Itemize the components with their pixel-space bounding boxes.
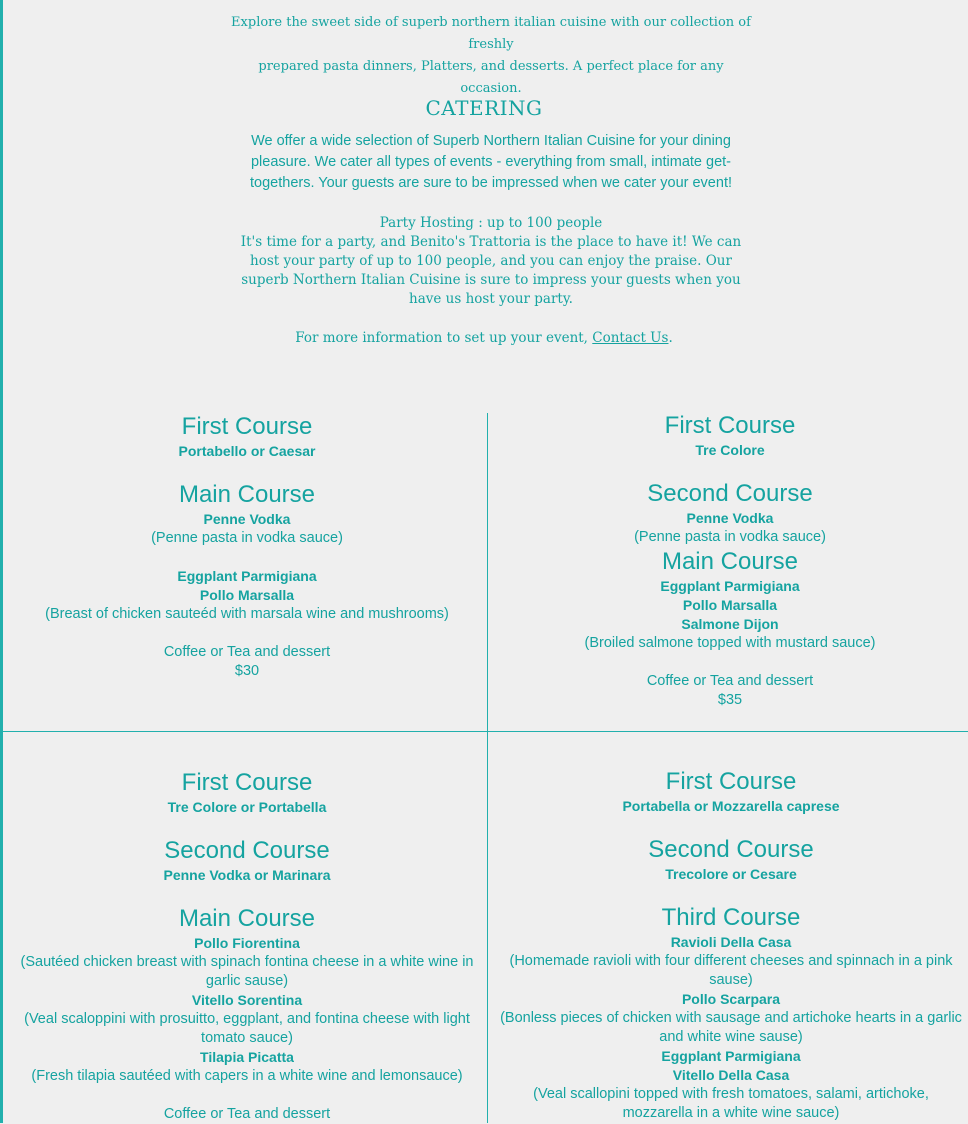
- menu-item-name: Vitello Sorentina: [191, 992, 303, 1008]
- course-title: Main Course: [178, 905, 316, 932]
- menu-extras: Coffee or Tea and dessert: [163, 644, 331, 660]
- menu-horizontal-divider: [3, 731, 968, 732]
- menu-item-name: Ravioli Della Casa: [670, 934, 792, 950]
- menu-extras: Coffee or Tea and dessert: [646, 673, 814, 689]
- menu-item-name: Pollo Marsalla: [199, 587, 295, 603]
- course-title: Second Course: [647, 480, 813, 507]
- menu-price: $35: [717, 692, 743, 708]
- menu-package-1: [10, 412, 484, 681]
- course-title: Main Course: [661, 548, 799, 575]
- menu-item-name: Pollo Fiorentina: [194, 935, 300, 951]
- menu-item-description: (Sautéed chicken breast with spinach fontina cheese in a white wine in garlic sause): [20, 954, 474, 989]
- more-info-line: [0, 328, 968, 348]
- menu-package-4: [500, 767, 962, 1123]
- menu-price: $30: [234, 663, 260, 679]
- menu-item-name: Eggplant Parmigiana: [660, 578, 800, 594]
- menu-package-2: [492, 411, 968, 710]
- menu-item-name: Penne Vodka: [686, 510, 774, 526]
- course-title: Second Course: [164, 837, 330, 864]
- menu-item-name: Penne Vodka: [203, 511, 291, 527]
- contact-us-link[interactable]: Contact Us: [592, 330, 669, 346]
- menu-item-name: Pollo Scarpara: [681, 991, 781, 1007]
- course-title: Main Course: [178, 481, 316, 508]
- more-info-suffix: .: [668, 330, 673, 346]
- menu-item-name: Eggplant Parmigiana: [177, 568, 317, 584]
- party-hosting-heading: Party Hosting : up to 100 people: [379, 215, 603, 231]
- intro-line-2: prepared pasta dinners, Platters, and desserts. A perfect place for any occasion.: [258, 59, 724, 96]
- course-title: Second Course: [648, 836, 814, 863]
- party-hosting-section: [234, 214, 748, 309]
- menu-item-description: (Penne pasta in vodka sauce): [151, 530, 343, 546]
- menu-item-name: Portabello or Caesar: [178, 443, 316, 459]
- catering-description: We offer a wide selection of Superb Northern Italian Cuisine for your dining pleasure. We cater all types of events - everything from small, intimate get-togethers. Your guests are sure to be impressed when we cater your event!: [250, 133, 732, 191]
- menu-item-name: Tre Colore or Portabella: [167, 799, 327, 815]
- course-title: Third Course: [661, 904, 801, 931]
- menu-item-name: Penne Vodka or Marinara: [163, 867, 331, 883]
- menu-vertical-divider: [487, 413, 488, 1123]
- menu-item-name: Salmone Dijon: [681, 616, 779, 632]
- menu-item-name: Tre Colore: [695, 442, 765, 458]
- intro-text: [230, 12, 752, 100]
- menu-item-description: (Veal scallopini topped with fresh tomatoes, salami, artichoke, mozzarella in a white wine sauce): [533, 1086, 929, 1121]
- course-title: First Course: [181, 769, 313, 796]
- menu-item-name: Vitello Della Casa: [672, 1067, 790, 1083]
- menu-item-name: Tilapia Picatta: [200, 1049, 294, 1065]
- menu-item-name: Trecolore or Cesare: [665, 866, 797, 882]
- menu-item-description: (Homemade ravioli with four different cheeses and spinnach in a pink sause): [509, 953, 953, 988]
- menu-item-name: Portabella or Mozzarella caprese: [622, 798, 840, 814]
- menu-item-name: Pollo Marsalla: [682, 597, 778, 613]
- menu-item-description: (Penne pasta in vodka sauce): [634, 529, 826, 545]
- menu-extras: Coffee or Tea and dessert: [163, 1106, 331, 1122]
- more-info-prefix: For more information to set up your event,: [295, 330, 593, 346]
- menu-item-description: (Broiled salmone topped with mustard sauce): [584, 635, 876, 651]
- menu-package-3: [10, 768, 484, 1124]
- menu-item-description: (Veal scaloppini with prosuitto, eggplant, and fontina cheese with light tomato sauce): [24, 1011, 470, 1046]
- menu-item-description: (Bonless pieces of chicken with sausage and artichoke hearts in a garlic and white wine sause): [500, 1010, 962, 1045]
- catering-title: CATERING: [425, 96, 543, 120]
- course-title: First Course: [664, 412, 796, 439]
- intro-line-1: Explore the sweet side of superb northern italian cuisine with our collection of freshly: [231, 15, 751, 52]
- party-hosting-text: It's time for a party, and Benito's Trattoria is the place to have it! We can host your party of up to 100 people, and you can enjoy the praise. Our superb Northern Italian Cuisine is sure to impress your guests when you have us host your party.: [240, 234, 742, 307]
- course-title: First Course: [181, 413, 313, 440]
- course-title: First Course: [665, 768, 797, 795]
- menu-item-description: (Fresh tilapia sautéed with capers in a white wine and lemonsauce): [31, 1068, 463, 1084]
- left-accent-border: [0, 0, 3, 1123]
- menu-item-name: Eggplant Parmigiana: [661, 1048, 801, 1064]
- menu-item-description: (Breast of chicken sauteéd with marsala wine and mushrooms): [45, 606, 449, 622]
